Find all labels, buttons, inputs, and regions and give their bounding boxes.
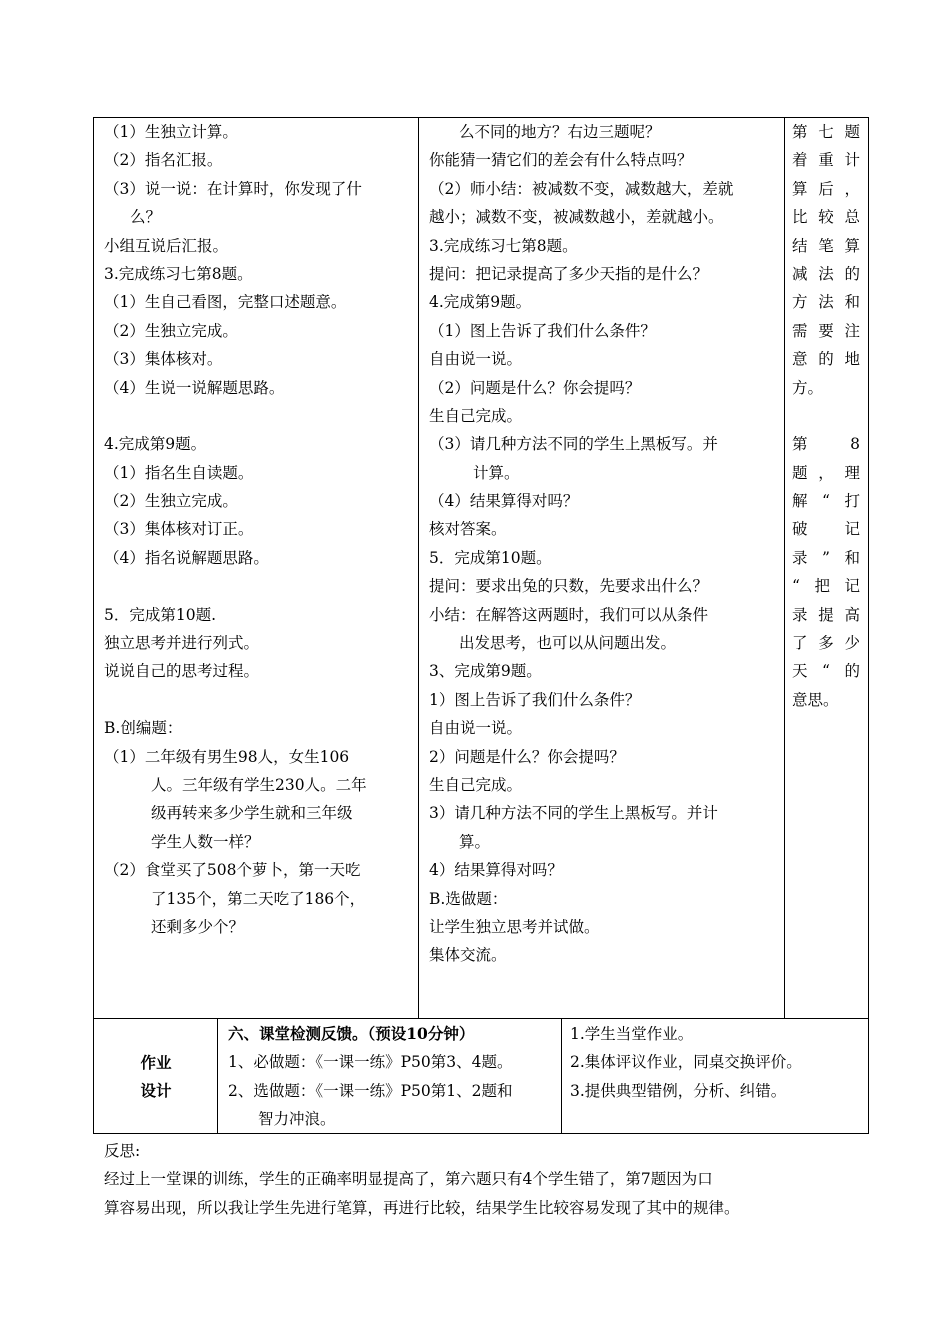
evaluation-item: 3.提供典型错例，分析、纠错。 (570, 1081, 787, 1100)
text-line: 5．完成第10题。 (429, 548, 552, 567)
homework-divider-1 (217, 1018, 218, 1134)
text-line: 天“的 (792, 662, 860, 681)
text-line: 算。 (459, 832, 491, 851)
text-line: （2）生独立完成。 (104, 492, 238, 511)
homework-item: 1、必做题：《一课一练》P50第3、4题。 (228, 1053, 513, 1072)
text-line: 4.完成第9题。 (429, 293, 532, 312)
text-line: （2）指名汇报。 (104, 151, 223, 170)
text-line: 提问：把记录提高了多少天指的是什么？ (429, 264, 709, 283)
text-line: （1）图上告诉了我们什么条件？ (429, 321, 656, 340)
homework-label-1: 作业 (140, 1053, 172, 1072)
text-line: 你能猜一猜它们的差会有什么特点吗？ (429, 151, 693, 170)
text-line: 集体交流。 (429, 946, 507, 965)
text-line: “把记 (792, 577, 860, 596)
text-line: 计算。 (473, 463, 520, 482)
text-line: 3.完成练习七第8题。 (104, 264, 253, 283)
text-line: 让学生独立思考并试做。 (429, 917, 600, 936)
text-line: 5．完成第10题. (104, 605, 217, 624)
text-line: 4.完成第9题。 (104, 435, 207, 454)
text-line: 自由说一说。 (429, 350, 523, 369)
column-divider-2 (784, 117, 785, 1019)
text-line: （1）生自己看图，完整口述题意。 (104, 293, 347, 312)
text-line: 算后， (792, 179, 860, 198)
text-line: 核对答案。 (429, 520, 507, 539)
text-line: 了多少 (792, 634, 860, 653)
text-line: 2）问题是什么？你会提吗？ (429, 747, 625, 766)
text-line: （3）集体核对订正。 (104, 520, 254, 539)
text-line: 需要注 (792, 321, 860, 340)
blank-line (104, 402, 414, 430)
reflection-text: 经过上一堂课的训练，学生的正确率明显提高了，第六题只有4个学生错了，第7题因为口 (104, 1170, 713, 1189)
text-line: 方。 (792, 378, 824, 397)
text-line: 意的地 (792, 350, 860, 369)
homework-item-cont: 智力冲浪。 (258, 1110, 336, 1129)
text-line: （1）二年级有男生98人，女生106 (104, 747, 350, 766)
design-notes-column (792, 118, 860, 714)
text-line: 小组互说后汇报。 (104, 236, 229, 255)
reflection-text: 算容易出现，所以我让学生先进行笔算，再进行比较，结果学生比较容易发现了其中的规律。 (104, 1198, 740, 1217)
text-line: 还剩多少个？ (151, 917, 245, 936)
text-line: 意思。 (792, 690, 839, 709)
text-line: 小结：在解答这两题时，我们可以从条件 (429, 605, 709, 624)
blank-line (792, 402, 860, 430)
text-line: 解“打 (792, 492, 860, 511)
text-line: 自由说一说。 (429, 719, 523, 738)
text-line: 录提高 (792, 605, 860, 624)
evaluation-item: 2.集体评议作业，同桌交换评价。 (570, 1053, 802, 1072)
text-line: 越小；减数不变，被减数越小，差就越小。 (429, 208, 724, 227)
text-line: （3）请几种方法不同的学生上黑板写。并 (429, 435, 718, 454)
text-line: B.选做题： (429, 889, 508, 908)
text-line: 生自己完成。 (429, 406, 523, 425)
homework-divider-2 (561, 1018, 562, 1134)
evaluation-item: 1.学生当堂作业。 (570, 1025, 694, 1043)
text-line: （3）说一说：在计算时，你发现了什 (104, 179, 362, 198)
text-line: （3）集体核对。 (104, 350, 223, 369)
text-line: （2）问题是什么？你会提吗？ (429, 378, 641, 397)
text-line: 学生人数一样？ (151, 832, 260, 851)
text-line: （2）生独立完成。 (104, 321, 238, 340)
text-line: 1）图上告诉了我们什么条件？ (429, 690, 641, 709)
table-right-border (868, 117, 869, 1134)
text-line: 比较总 (792, 208, 860, 227)
text-line: 说说自己的思考过程。 (104, 662, 260, 681)
reflection-label: 反思: (104, 1142, 141, 1160)
text-line: 第 8 (792, 435, 860, 454)
text-line: 4）结果算得对吗？ (429, 861, 563, 880)
text-line: 了135个，第二天吃了186个， (151, 889, 366, 908)
student-activity-column (104, 118, 414, 941)
text-line: 么？ (130, 208, 162, 227)
text-line: 题，理 (792, 463, 860, 482)
text-line: （2）师小结：被减数不变，减数越大，差就 (429, 179, 734, 198)
text-line: 3）请几种方法不同的学生上黑板写。并计 (429, 804, 718, 823)
text-line: 3、完成第9题。 (429, 662, 542, 681)
column-divider-1 (418, 117, 419, 1019)
reflection (104, 1137, 884, 1222)
text-line: 生自己完成。 (429, 775, 523, 794)
text-line: 人。三年级有学生230人。二年 (151, 775, 367, 794)
text-line: （2）食堂买了508个萝卜，第一天吃 (104, 861, 361, 880)
blank-line (104, 686, 414, 714)
homework-item: 2、选做题：《一课一练》P50第1、2题和 (228, 1081, 513, 1100)
text-line: （4）指名说解题思路。 (104, 548, 269, 567)
text-line: （4）结果算得对吗？ (429, 492, 579, 511)
text-line: 第七题 (792, 123, 860, 141)
text-line: 着重计 (792, 151, 860, 170)
text-line: 破记 (792, 520, 860, 539)
row-divider (93, 1018, 869, 1019)
text-line: 提问：要求出兔的只数，先要求出什么？ (429, 577, 709, 596)
table-left-border (93, 117, 94, 1134)
text-line: （1）指名生自读题。 (104, 463, 254, 482)
teacher-activity-column (429, 118, 781, 970)
text-line: 方法和 (792, 293, 860, 312)
homework-evaluation (570, 1020, 865, 1105)
blank-line (104, 572, 414, 600)
text-line: 录”和 (792, 548, 860, 567)
homework-tasks (228, 1020, 558, 1134)
text-line: 减法的 (792, 264, 860, 283)
text-line: 独立思考并进行列式。 (104, 634, 260, 653)
text-line: 么不同的地方？右边三题呢？ (459, 123, 661, 141)
text-line: （1）生独立计算。 (104, 123, 238, 141)
text-line: 级再转来多少学生就和三年级 (151, 804, 353, 823)
text-line: 出发思考，也可以从问题出发。 (459, 634, 677, 653)
homework-label-2: 设计 (140, 1081, 172, 1100)
text-line: 结笔算 (792, 236, 860, 255)
text-line: B.创编题： (104, 719, 183, 738)
text-line: （4）生说一说解题思路。 (104, 378, 285, 397)
homework-heading: 六、课堂检测反馈。（预设10分钟） (228, 1024, 475, 1043)
text-line: 3.完成练习七第8题。 (429, 236, 578, 255)
